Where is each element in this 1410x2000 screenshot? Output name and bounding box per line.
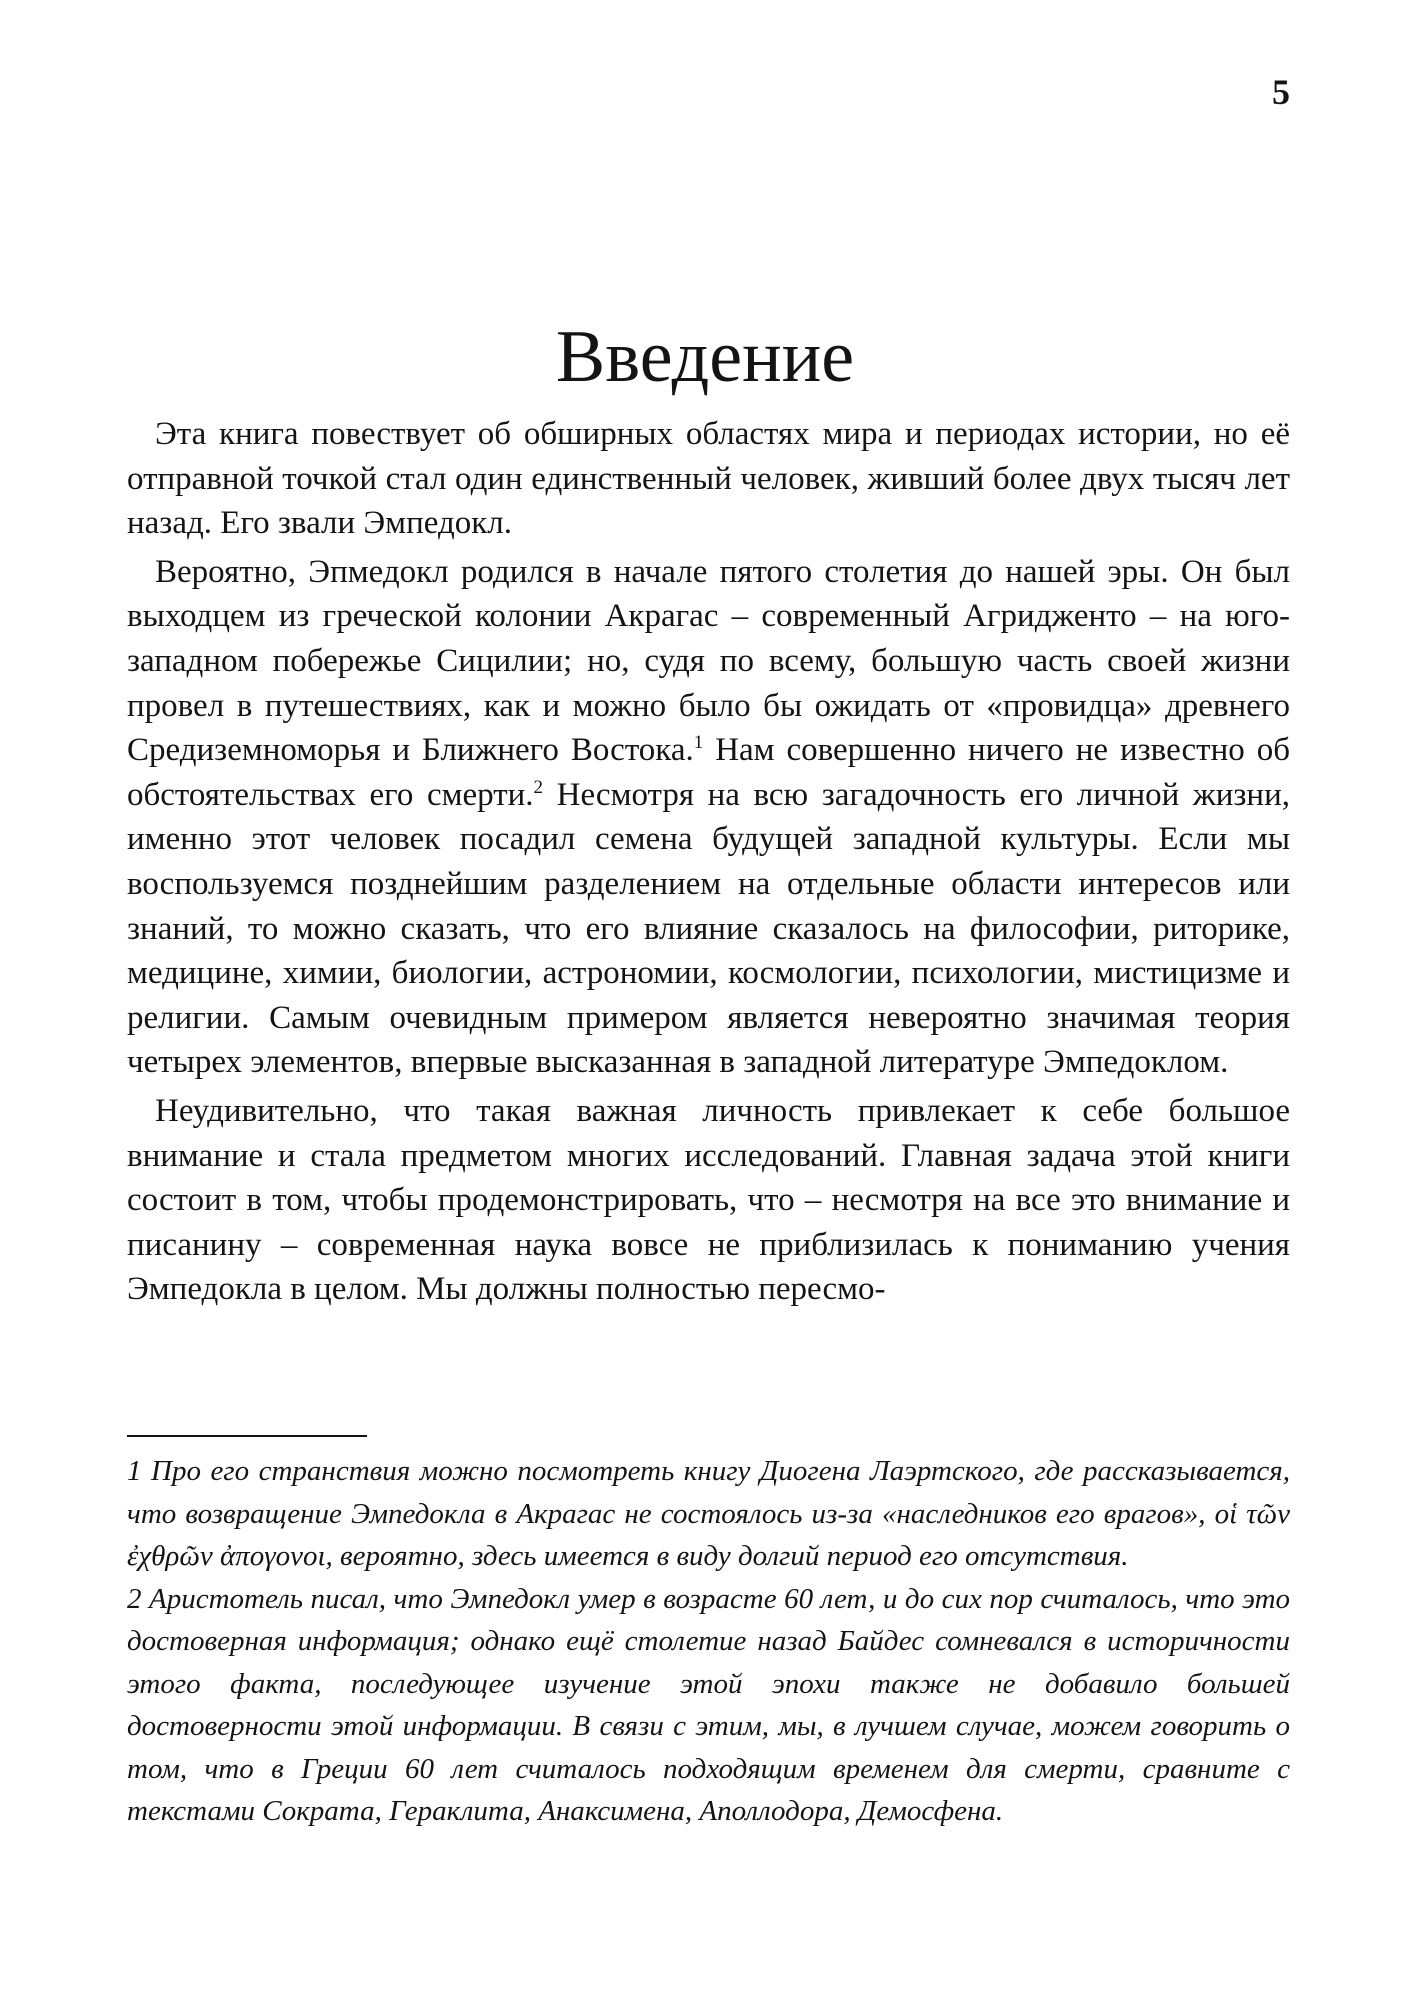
footnote-1: [127, 1450, 1290, 1578]
footnote-1-number: 1: [127, 1455, 142, 1487]
footnote-1-text: Про его странствия можно посмотреть книгу Диогена Лаэртского, где рассказывается, что возвращение Эмпедокла в Акрагас не состоялось из-за «наследников его врагов», οἱ τῶν ἐχθρῶν ἀπογονοι, вероятно, здесь имеется в виду долгий период его отсутствия.: [127, 1455, 1291, 1572]
footnotes: [127, 1450, 1290, 1833]
footnote-ref-1[interactable]: 1: [693, 732, 704, 754]
paragraph-1: Эта книга повествует об обширных областях мира и периодах истории, но её отправной точкой стал один единственный человек, живший более двух тысяч лет назад. Его звали Эмпедокл.: [127, 416, 1290, 542]
footnote-2-text: Аристотель писал, что Эмпедокл умер в возрасте 60 лет, и до сих пор считалось, что это достоверная информация; однако ещё столетие назад Байдес сомневался в историчности этого факта, последующее изучение этой эпохи также не добавило большей достоверности этой информации. В связи с этим, мы, в лучшем случае, можем говорить о том, что в Греции 60 лет считалось подходящим временем для смерти, сравните с текстами Сократа, Гераклита, Анаксимена, Аполлодора, Демосфена.: [127, 1582, 1291, 1827]
footnote-2: [127, 1578, 1290, 1833]
paragraph-2-part-2: Нам совершенно ничего не известно об обстоятельствах его смерти.: [127, 732, 1291, 813]
chapter-title: Введение: [555, 316, 855, 398]
body-text: [127, 412, 1290, 1316]
footnote-ref-2[interactable]: 2: [533, 776, 544, 798]
paragraph-3: Неудивительно, что такая важная личность привлекает к себе большое внимание и стала предметом многих исследований. Главная задача этой книги состоит в том, чтобы продемонстрировать, что – несмотря на все это внимание и писанину – современная наука вовсе не приблизилась к пониманию учения Эмпедокла в целом. Мы должны полностью пересмо-: [127, 1092, 1290, 1308]
paragraph-2: [127, 550, 1290, 1085]
page-number: 5: [1272, 72, 1290, 112]
footnote-2-number: 2: [127, 1582, 142, 1615]
paragraph-2-part-1: Вероятно, Эпмедокл родился в начале пятого столетия до нашей эры. Он был выходцем из греческой колонии Акрагас – современный Агридженто – на юго-западном побережье Сицилии; но, судя по всему, большую часть своей жизни провел в путешествиях, как и можно было бы ожидать от «провидца» древнего Средиземноморья и Ближнего Востока.: [127, 553, 1290, 769]
footnote-divider: [127, 1435, 367, 1437]
paragraph-2-part-3: Несмотря на всю загадочность его личной жизни, именно этот человек посадил семена будущей западной культуры. Если мы воспользуемся позднейшим разделением на отдельные области интересов или знаний, то можно сказать, что его влияние сказалось на философии, риторике, медицине, химии, биологии, астрономии, космологии, психологии, мистицизме и религии. Самым очевидным примером является невероятно значимая теория четырех элементов, впервые высказанная в западной литературе Эмпедоклом.: [127, 776, 1290, 1081]
